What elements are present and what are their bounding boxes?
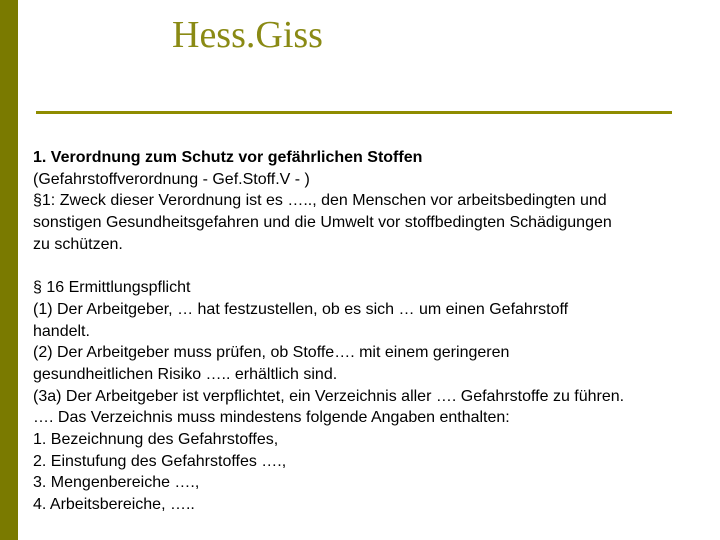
left-accent-bar: [0, 0, 18, 540]
slide-body: [33, 147, 709, 516]
clause-line: handelt.: [33, 322, 90, 340]
regulation-subtitle: (Gefahrstoffverordnung - Gef.Stoff.V - ): [33, 170, 310, 188]
section-heading: § 16 Ermittlungspflicht: [33, 279, 191, 297]
paragraph-gap: [33, 255, 709, 277]
list-item: 3. Mengenbereiche ….,: [33, 474, 200, 492]
clause-line: gesundheitlichen Risiko ….. erhältlich sind.: [33, 365, 338, 383]
list-item: 1. Bezeichnung des Gefahrstoffes,: [33, 430, 279, 448]
title-divider: [36, 111, 672, 114]
list-item: 2. Einstufung des Gefahrstoffes ….,: [33, 452, 287, 470]
clause-line: (3a) Der Arbeitgeber ist verpflichtet, ein Verzeichnis aller …. Gefahrstoffe zu führen.: [33, 387, 625, 405]
purpose-text-line: zu schützen.: [33, 235, 123, 253]
clause-line: (1) Der Arbeitgeber, … hat festzustellen, ob es sich … um einen Gefahrstoff: [33, 300, 569, 318]
clause-line: …. Das Verzeichnis muss mindestens folgende Angaben enthalten:: [33, 409, 510, 427]
regulation-heading: 1. Verordnung zum Schutz vor gefährlichen Stoffen: [33, 149, 423, 166]
clause-line: (2) Der Arbeitgeber muss prüfen, ob Stoffe…. mit einem geringeren: [33, 344, 510, 362]
list-item: 4. Arbeitsbereiche, …..: [33, 496, 195, 513]
slide-title: Hess.Giss: [172, 14, 323, 56]
purpose-text-line: §1: Zweck dieser Verordnung ist es ….., den Menschen vor arbeitsbedingten und: [33, 192, 607, 210]
purpose-text-line: sonstigen Gesundheitsgefahren und die Umwelt vor stoffbedingten Schädigungen: [33, 214, 612, 232]
